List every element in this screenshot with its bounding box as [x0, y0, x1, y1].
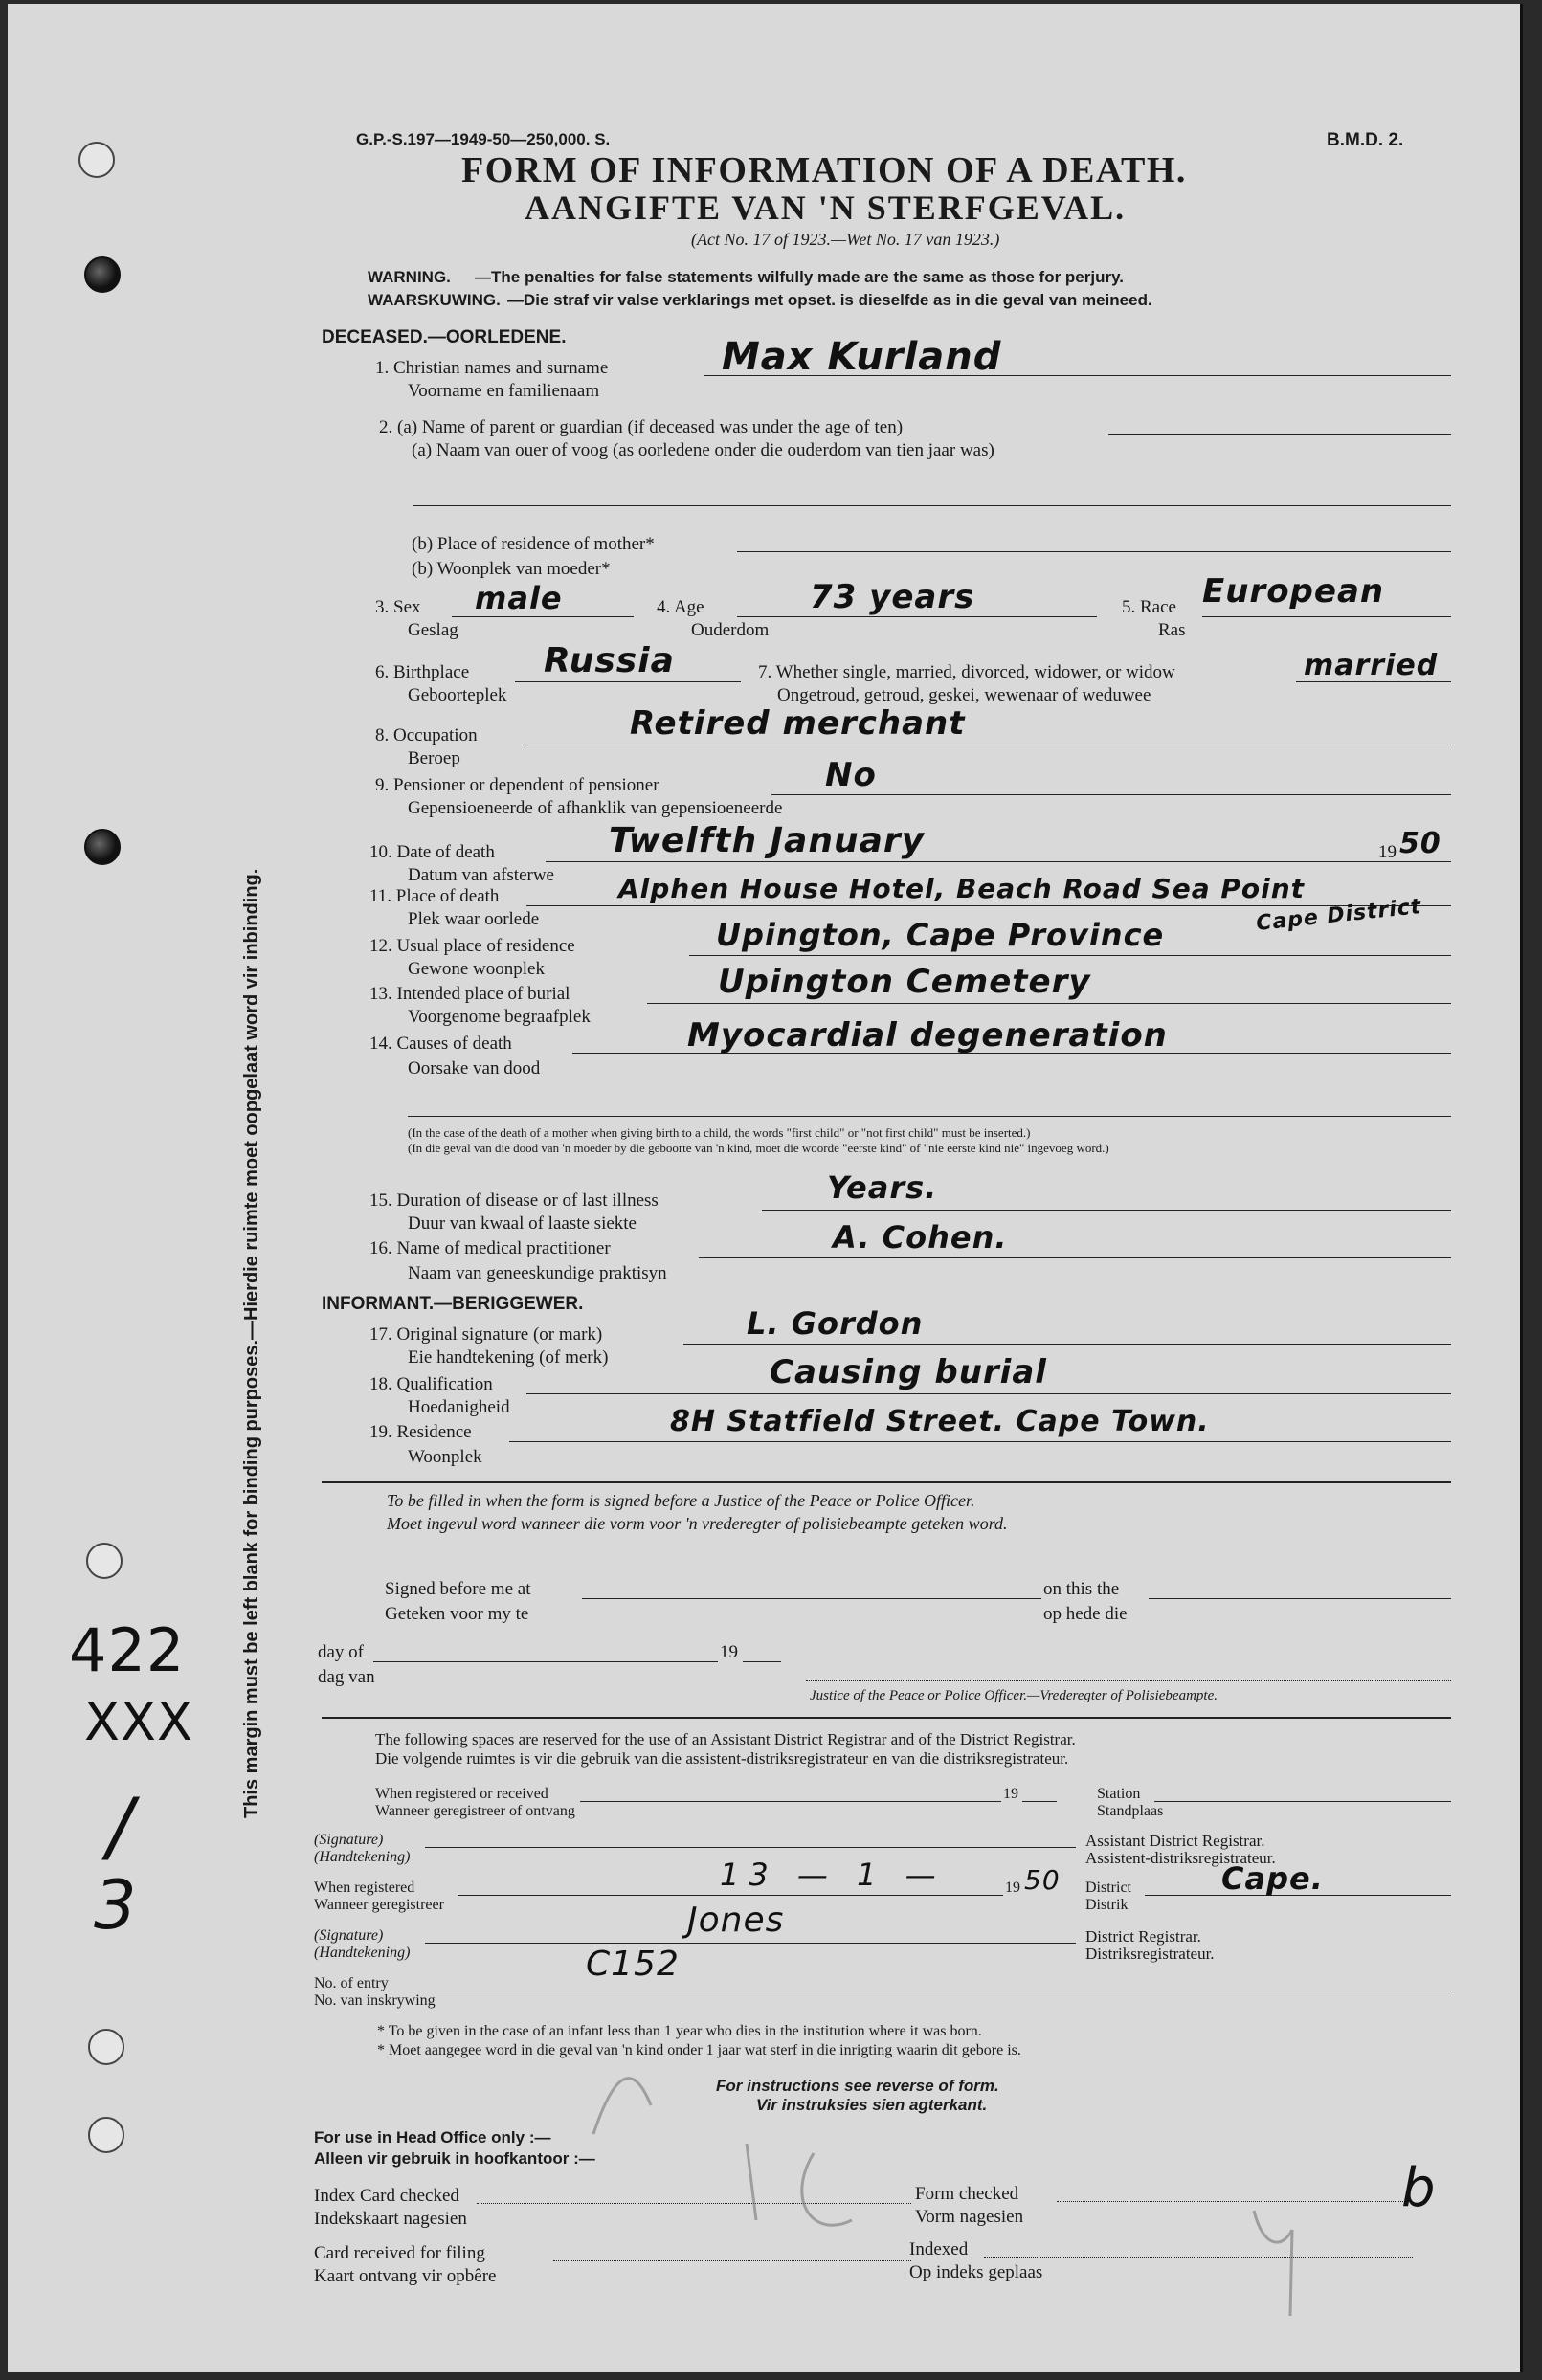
f9-line	[771, 794, 1451, 795]
sig2-en: (Signature)	[314, 1927, 384, 1944]
dist-reg-en: District Registrar.	[1085, 1927, 1201, 1946]
f10-value[interactable]: Twelfth January	[609, 821, 926, 860]
index-card-line	[477, 2203, 911, 2204]
when-reg-line	[458, 1895, 1003, 1896]
signed-before-line	[582, 1598, 1041, 1599]
f12-label: 12. Usual place of residence	[369, 936, 575, 956]
when-recv-year-line	[1022, 1801, 1057, 1802]
head-office-af: Alleen vir gebruik in hoofkantoor :—	[314, 2149, 595, 2168]
justice-intro-af: Moet ingevul word wanneer die vorm voor 'n vrederegter of polisiebeampte geteken word.	[387, 1514, 1008, 1533]
f2b-sub: (b) Woonplek van moeder*	[412, 559, 611, 579]
f6-label: 6. Birthplace	[375, 662, 470, 682]
punch-hole-4	[86, 1543, 123, 1579]
when-reg-year[interactable]: 50	[1024, 1864, 1061, 1896]
form-code: B.M.D. 2.	[1327, 130, 1404, 150]
act-reference: (Act No. 17 of 1923.—Wet No. 17 van 1923.)	[691, 230, 1000, 249]
f14-note-en: (In the case of the death of a mother when giving birth to a child, the words "first child" or "not first child" must be inserted.)	[408, 1125, 1031, 1140]
f14-sub: Oorsake van dood	[408, 1058, 541, 1079]
registrar-intro-af: Die volgende ruimtes is vir die gebruik van die assistent-distriksregistrateur en van die distriksregistrateur.	[375, 1749, 1069, 1768]
deceased-heading: DECEASED.—OORLEDENE.	[322, 327, 567, 347]
f1-value[interactable]: Max Kurland	[722, 335, 1002, 379]
when-reg-value[interactable]: 13 — 1 —	[720, 1857, 946, 1893]
f11-label: 11. Place of death	[369, 886, 500, 906]
district-af: Distrik	[1085, 1897, 1129, 1913]
when-reg-af: Wanneer geregistreer	[314, 1897, 444, 1913]
f14-label: 14. Causes of death	[369, 1034, 512, 1054]
warning-af-label: WAARSKUWING.	[368, 291, 501, 309]
f1-sub: Voorname en familienaam	[408, 381, 600, 401]
indexed-line	[984, 2257, 1413, 2258]
station-en: Station	[1097, 1786, 1141, 1802]
f1-label: 1. Christian names and surname	[375, 358, 609, 378]
informant-heading: INFORMANT.—BERIGGEWER.	[322, 1294, 584, 1314]
day-of-en: day of	[318, 1642, 365, 1662]
district-value[interactable]: Cape.	[1221, 1860, 1324, 1897]
asst-reg-en: Assistant District Registrar.	[1085, 1832, 1265, 1850]
f18-value[interactable]: Causing burial	[770, 1353, 1047, 1391]
officer-line	[806, 1680, 1451, 1681]
day-of-af: dag van	[318, 1667, 375, 1687]
f10-line	[546, 861, 1451, 862]
f2a-line	[1108, 434, 1451, 435]
f2a-line-2	[413, 505, 1451, 506]
f13-sub: Voorgenome begraafplek	[408, 1007, 591, 1027]
f10-sub: Datum van afsterwe	[408, 865, 554, 885]
f8-value[interactable]: Retired merchant	[630, 704, 966, 743]
justice-year-line	[743, 1661, 781, 1662]
f15-value[interactable]: Years.	[827, 1169, 938, 1206]
head-office-mark-b: b	[1401, 2157, 1437, 2219]
station-af: Standplaas	[1097, 1803, 1164, 1819]
form-checked-line	[1057, 2201, 1413, 2202]
f18-label: 18. Qualification	[369, 1374, 493, 1394]
warning-en-text: —The penalties for false statements wilfully made are the same as those for perjury.	[475, 268, 1125, 286]
f5-sub: Ras	[1158, 620, 1186, 640]
signed-before-en: Signed before me at	[385, 1579, 531, 1599]
divider-1	[322, 1481, 1451, 1483]
f17-label: 17. Original signature (or mark)	[369, 1324, 603, 1345]
when-recv-year: 19	[1003, 1786, 1018, 1802]
f4-sub: Ouderdom	[691, 620, 770, 640]
when-recv-en: When registered or received	[375, 1786, 548, 1802]
f3-line	[452, 616, 634, 617]
sig2-line	[425, 1943, 1076, 1944]
print-code: G.P.-S.197—1949-50—250,000. S.	[356, 130, 611, 148]
instructions-en: For instructions see reverse of form.	[716, 2077, 999, 2095]
f15-sub: Duur van kwaal of laaste siekte	[408, 1213, 637, 1234]
on-this-af: op hede die	[1043, 1604, 1128, 1624]
f14-note-af: (In die geval van die dood van 'n moeder by die geboorte van 'n kind, moet die woorde "eerste kind" of "nie eerste kind nie" ingevoeg word.)	[408, 1141, 1109, 1155]
f10-year-prefix: 19	[1378, 842, 1397, 862]
f5-value[interactable]: European	[1202, 572, 1385, 611]
f16-sub: Naam van geneeskundige praktisyn	[408, 1263, 667, 1283]
f3-value[interactable]: male	[475, 580, 563, 616]
f19-value[interactable]: 8H Statfield Street. Cape Town.	[670, 1405, 1210, 1438]
officer-caption: Justice of the Peace or Police Officer.—Vrederegter of Polisiebeampte.	[810, 1688, 1218, 1703]
registrar-intro-en: The following spaces are reserved for the use of an Assistant District Registrar and of the District Registrar.	[375, 1730, 1076, 1748]
f13-value[interactable]: Upington Cemetery	[718, 963, 1091, 1001]
f12-line	[689, 955, 1451, 956]
f7-value[interactable]: married	[1304, 649, 1439, 682]
f7-sub: Ongetroud, getroud, geskei, wewenaar of weduwee	[777, 685, 1151, 705]
f2a-label: 2. (a) Name of parent or guardian (if deceased was under the age of ten)	[379, 417, 904, 437]
f18-sub: Hoedanigheid	[408, 1397, 510, 1417]
margin-note-3: 3	[94, 1866, 138, 1945]
punch-hole-5	[88, 2029, 124, 2065]
margin-note-xxx: XXX	[84, 1692, 193, 1752]
indexed-en: Indexed	[909, 2239, 969, 2259]
sig1-en: (Signature)	[314, 1832, 384, 1848]
justice-intro-en: To be filled in when the form is signed before a Justice of the Peace or Police Officer.	[387, 1491, 975, 1510]
f14-value[interactable]: Myocardial degeneration	[687, 1016, 1168, 1055]
title-en: FORM OF INFORMATION OF A DEATH.	[461, 150, 1187, 190]
entry-value[interactable]: C152	[586, 1945, 680, 1984]
f13-line	[647, 1003, 1451, 1004]
f4-label: 4. Age	[657, 597, 704, 617]
card-received-af: Kaart ontvang vir opbêre	[314, 2266, 497, 2286]
margin-note-422: 422	[69, 1615, 186, 1685]
f15-label: 15. Duration of disease or of last illness	[369, 1190, 659, 1211]
f5-line	[1202, 616, 1451, 617]
footnote-en: * To be given in the case of an infant less than 1 year who dies in the institution where it was born.	[377, 2023, 982, 2039]
f10-year[interactable]: 50	[1399, 827, 1441, 860]
binding-margin-text: This margin must be left blank for binding purposes.—Hierdie ruimte moet oopgelaat word vir inbinding.	[241, 868, 262, 1818]
card-received-en: Card received for filing	[314, 2243, 485, 2263]
f11-value[interactable]: Alphen House Hotel, Beach Road Sea Point	[618, 873, 1306, 904]
f19-line	[509, 1441, 1451, 1442]
punch-hole-2	[84, 256, 121, 293]
footnote-af: * Moet aangegee word in die geval van 'n kind onder 1 jaar wat sterf in die inrigting waarin dit gebore is.	[377, 2042, 1021, 2058]
f17-value[interactable]: L. Gordon	[747, 1305, 924, 1342]
f16-line	[699, 1257, 1451, 1258]
f2b-line	[737, 551, 1451, 552]
punch-hole-6	[88, 2117, 124, 2153]
when-reg-en: When registered	[314, 1880, 415, 1896]
dist-reg-af: Distriksregistrateur.	[1085, 1945, 1215, 1963]
day-of-line	[373, 1661, 718, 1662]
entry-en: No. of entry	[314, 1975, 389, 1991]
card-received-line	[553, 2260, 911, 2261]
f6-value[interactable]: Russia	[544, 641, 675, 680]
warning-af-text: —Die straf vir valse verklarings met opset. is dieselfde as in die geval van meineed.	[507, 291, 1152, 309]
f10-label: 10. Date of death	[369, 842, 495, 862]
f13-label: 13. Intended place of burial	[369, 984, 570, 1004]
head-office-en: For use in Head Office only :—	[314, 2128, 551, 2146]
when-recv-af: Wanneer geregistreer of ontvang	[375, 1803, 575, 1819]
f19-label: 19. Residence	[369, 1422, 472, 1442]
f3-label: 3. Sex	[375, 597, 421, 617]
form-checked-en: Form checked	[915, 2184, 1019, 2204]
divider-2	[322, 1717, 1451, 1719]
justice-year-prefix: 19	[720, 1642, 738, 1662]
district-en: District	[1085, 1880, 1131, 1896]
title-af: AANGIFTE VAN 'N STERFGEVAL.	[525, 189, 1127, 227]
f8-sub: Beroep	[408, 748, 460, 768]
sig2-value[interactable]: Jones	[687, 1901, 785, 1940]
f14-line-2	[408, 1116, 1451, 1117]
punch-hole-1	[78, 142, 115, 178]
entry-af: No. van inskrywing	[314, 1992, 436, 2009]
on-this-en: on this the	[1043, 1579, 1120, 1599]
on-this-line	[1149, 1598, 1451, 1599]
f4-line	[737, 616, 1097, 617]
f2b-label: (b) Place of residence of mother*	[412, 534, 655, 554]
f9-value[interactable]: No	[825, 756, 877, 794]
f11-value-2[interactable]: Cape District	[1255, 894, 1423, 937]
f17-sub: Eie handtekening (of merk)	[408, 1347, 609, 1368]
f18-line	[526, 1393, 1451, 1394]
when-reg-year-prefix: 19	[1005, 1880, 1020, 1896]
f4-value[interactable]: 73 years	[810, 578, 975, 616]
f16-value[interactable]: A. Cohen.	[833, 1219, 1008, 1256]
f11-sub: Plek waar oorlede	[408, 909, 540, 929]
f8-label: 8. Occupation	[375, 725, 478, 745]
sig2-af: (Handtekening)	[314, 1945, 411, 1961]
f3-sub: Geslag	[408, 620, 458, 640]
sig1-line	[425, 1847, 1076, 1848]
f15-line	[762, 1210, 1451, 1211]
f2a-sub: (a) Naam van ouer of voog (as oorledene onder die ouderdom van tien jaar was)	[412, 440, 994, 460]
instructions-af: Vir instruksies sien agterkant.	[756, 2096, 988, 2114]
f12-sub: Gewone woonplek	[408, 959, 545, 979]
signed-before-af: Geteken voor my te	[385, 1604, 529, 1624]
f17-line	[683, 1344, 1451, 1345]
f16-label: 16. Name of medical practitioner	[369, 1238, 611, 1258]
f12-value[interactable]: Upington, Cape Province	[716, 917, 1165, 953]
margin-note-slash: /	[107, 1782, 134, 1871]
when-recv-line	[580, 1801, 1001, 1802]
index-card-en: Index Card checked	[314, 2186, 459, 2206]
form-checked-af: Vorm nagesien	[915, 2207, 1024, 2227]
f7-label: 7. Whether single, married, divorced, widower, or widow	[758, 662, 1175, 682]
sig1-af: (Handtekening)	[314, 1849, 411, 1865]
asst-reg-af: Assistent-distriksregistrateur.	[1085, 1849, 1276, 1867]
f5-label: 5. Race	[1122, 597, 1176, 617]
punch-hole-3	[84, 829, 121, 865]
f9-label: 9. Pensioner or dependent of pensioner	[375, 775, 659, 795]
station-line	[1154, 1801, 1451, 1802]
f9-sub: Gepensioeneerde of afhanklik van gepensioeneerde	[408, 798, 783, 818]
warning-en-label: WARNING.	[368, 268, 451, 286]
f19-sub: Woonplek	[408, 1447, 482, 1467]
f6-line	[515, 681, 741, 682]
indexed-af: Op indeks geplaas	[909, 2262, 1043, 2282]
index-card-af: Indekskaart nagesien	[314, 2209, 467, 2229]
f6-sub: Geboorteplek	[408, 685, 507, 705]
